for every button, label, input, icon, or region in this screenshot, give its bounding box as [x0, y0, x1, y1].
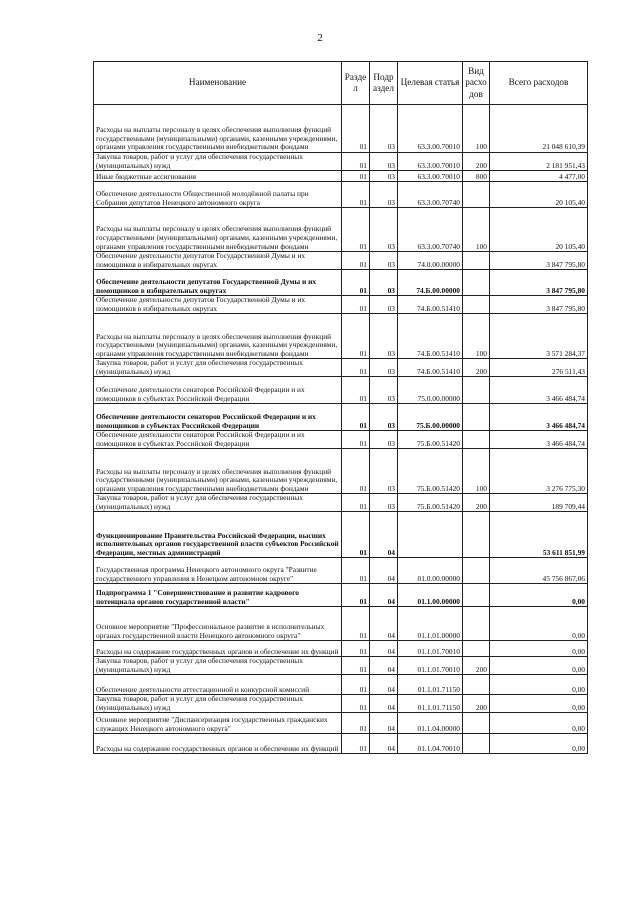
table-row — [94, 296, 588, 314]
cell-razdel: 01 — [342, 404, 370, 431]
cell-vid — [463, 377, 490, 404]
cell-podrazdel: 03 — [370, 494, 398, 512]
cell-total: 0,00 — [490, 607, 588, 641]
cell-total: 3 847 795,80 — [490, 270, 588, 296]
cell-razdel: 01 — [342, 431, 370, 449]
cell-vid — [463, 558, 490, 584]
cell-total: 53 611 851,99 — [490, 512, 588, 558]
cell-total: 20 105,40 — [490, 182, 588, 208]
cell-vid — [463, 713, 490, 734]
table-row — [94, 153, 588, 171]
cell-podrazdel: 03 — [370, 404, 398, 431]
cell-vid: 100 — [463, 314, 490, 359]
table-row — [94, 314, 588, 359]
cell-total: 189 709,44 — [490, 494, 588, 512]
cell-razdel: 01 — [342, 494, 370, 512]
cell-statya: 63.3.00.70740 — [398, 208, 463, 252]
cell-name: Закупка товаров, работ и услуг для обеспечения государственных (муниципальных) нужд — [94, 657, 342, 675]
cell-podrazdel: 04 — [370, 695, 398, 713]
cell-podrazdel: 04 — [370, 558, 398, 584]
cell-name: Обеспечение деятельности сенаторов Российской Федерации и их помощников в субъектах Российской Федерации — [94, 404, 342, 431]
table-row — [94, 558, 588, 584]
table-row — [94, 431, 588, 449]
cell-name: Обеспечение деятельности депутатов Государственной Думы и их помощников в избирательных округах — [94, 252, 342, 270]
cell-name: Обеспечение деятельности сенаторов Российской Федерации и их помощников в субъектах Российской Федерации — [94, 377, 342, 404]
cell-total: 2 181 951,43 — [490, 153, 588, 171]
cell-statya: 75.Б.00.51420 — [398, 449, 463, 494]
cell-podrazdel: 03 — [370, 296, 398, 314]
cell-vid: 800 — [463, 171, 490, 182]
cell-podrazdel: 04 — [370, 584, 398, 607]
cell-vid — [463, 675, 490, 695]
cell-total: 20 105,40 — [490, 208, 588, 252]
cell-podrazdel: 03 — [370, 270, 398, 296]
cell-name: Государственная программа Ненецкого автономного округа "Развитие государственного управления в Ненецком автономном округе" — [94, 558, 342, 584]
cell-podrazdel: 03 — [370, 449, 398, 494]
cell-statya: 74.0.00.00000 — [398, 252, 463, 270]
cell-total: 45 756 867,06 — [490, 558, 588, 584]
header-total: Всего расходов — [490, 62, 588, 105]
cell-name: Закупка товаров, работ и услуг для обеспечения государственных (муниципальных) нужд — [94, 494, 342, 512]
cell-podrazdel: 03 — [370, 431, 398, 449]
cell-statya: 74.Б.00.51410 — [398, 359, 463, 377]
cell-name: Обеспечение деятельности депутатов Государственной Думы и их помощников в избирательных округах — [94, 270, 342, 296]
cell-name: Функционирование Правительства Российской Федерации, высших исполнительных органов государственной власти субъектов Российской Федерации, местных администраций — [94, 512, 342, 558]
table-row — [94, 252, 588, 270]
cell-name: Расходы на выплаты персоналу в целях обеспечения выполнения функций государственными (муниципальными) органами, казенными учреждениями, органами управления государственными внебюджетными фондами — [94, 105, 342, 153]
cell-total: 21 048 610,39 — [490, 105, 588, 153]
cell-vid: 100 — [463, 105, 490, 153]
cell-podrazdel: 03 — [370, 252, 398, 270]
cell-name: Расходы на содержание государственных органов и обеспечение их функций — [94, 641, 342, 657]
cell-podrazdel: 03 — [370, 171, 398, 182]
cell-total: 3 276 775,30 — [490, 449, 588, 494]
table-row — [94, 270, 588, 296]
header-name: Наименование — [94, 62, 342, 105]
cell-podrazdel: 04 — [370, 641, 398, 657]
cell-name: Расходы на содержание государственных органов и обеспечение их функций — [94, 734, 342, 754]
cell-razdel: 01 — [342, 208, 370, 252]
cell-vid: 200 — [463, 657, 490, 675]
header-vid: Вид расхо дов — [463, 62, 490, 105]
cell-podrazdel: 03 — [370, 182, 398, 208]
cell-podrazdel: 03 — [370, 208, 398, 252]
cell-total: 0,00 — [490, 695, 588, 713]
cell-vid — [463, 296, 490, 314]
cell-vid: 200 — [463, 494, 490, 512]
table-row — [94, 182, 588, 208]
cell-podrazdel: 03 — [370, 105, 398, 153]
cell-vid — [463, 607, 490, 641]
cell-name: Основное мероприятие "Профессиональное развитие в исполнительных органах государственной власти Ненецкого автономного округа" — [94, 607, 342, 641]
cell-statya: 01.1.00.00000 — [398, 584, 463, 607]
cell-razdel: 01 — [342, 695, 370, 713]
cell-statya: 74.Б.00.51410 — [398, 296, 463, 314]
cell-name: Закупка товаров, работ и услуг для обеспечения государственных (муниципальных) нужд — [94, 153, 342, 171]
header-razdel: Разде л — [342, 62, 370, 105]
cell-vid — [463, 404, 490, 431]
cell-name: Основное мероприятие "Диспансеризация государственных гражданских служащих Ненецкого автономного округа" — [94, 713, 342, 734]
cell-razdel: 01 — [342, 641, 370, 657]
cell-total: 3 571 284,37 — [490, 314, 588, 359]
cell-statya — [398, 512, 463, 558]
cell-total: 0,00 — [490, 657, 588, 675]
cell-statya: 63.3.00.70010 — [398, 153, 463, 171]
cell-vid — [463, 270, 490, 296]
header-podrazdel: Подр аздел — [370, 62, 398, 105]
cell-vid — [463, 512, 490, 558]
table-row — [94, 607, 588, 641]
cell-razdel: 01 — [342, 296, 370, 314]
table-row — [94, 494, 588, 512]
cell-razdel: 01 — [342, 182, 370, 208]
cell-total: 3 466 484,74 — [490, 431, 588, 449]
cell-total: 0,00 — [490, 675, 588, 695]
table-row — [94, 105, 588, 153]
cell-razdel: 01 — [342, 359, 370, 377]
cell-statya: 75.Б.00.51420 — [398, 431, 463, 449]
cell-statya: 63.3.00.70740 — [398, 182, 463, 208]
cell-podrazdel: 04 — [370, 713, 398, 734]
cell-statya: 01.1.01.70010 — [398, 641, 463, 657]
cell-razdel: 01 — [342, 252, 370, 270]
cell-podrazdel: 03 — [370, 359, 398, 377]
cell-razdel: 01 — [342, 607, 370, 641]
cell-name: Обеспечение деятельности Общественной молодёжной палаты при Собрании депутатов Ненецкого автономного округа — [94, 182, 342, 208]
cell-razdel: 01 — [342, 657, 370, 675]
cell-razdel: 01 — [342, 558, 370, 584]
page-number: 2 — [317, 32, 323, 44]
cell-statya: 01.1.04.00000 — [398, 713, 463, 734]
cell-name: Расходы на выплаты персоналу в целях обеспечения выполнения функций государственными (муниципальными) органами, казенными учреждениями, органами управления государственными внебюджетными фондами — [94, 208, 342, 252]
table-row — [94, 208, 588, 252]
table-row — [94, 675, 588, 695]
table-row — [94, 695, 588, 713]
cell-total: 276 511,43 — [490, 359, 588, 377]
cell-total: 3 847 795,80 — [490, 296, 588, 314]
table-row — [94, 657, 588, 675]
cell-name: Обеспечение деятельности аттестационной и конкурсной комиссий — [94, 675, 342, 695]
table-row — [94, 171, 588, 182]
table-row — [94, 512, 588, 558]
cell-statya: 75.Б.00.51420 — [398, 494, 463, 512]
table-row — [94, 713, 588, 734]
cell-vid — [463, 734, 490, 754]
cell-total: 0,00 — [490, 713, 588, 734]
cell-vid — [463, 182, 490, 208]
cell-name: Обеспечение деятельности сенаторов Российской Федерации и их помощников в субъектах Российской Федерации — [94, 431, 342, 449]
header-statya: Целевая статья — [398, 62, 463, 105]
table-body — [94, 105, 588, 754]
cell-total: 3 466 484,74 — [490, 404, 588, 431]
cell-statya: 75.Б.00.00000 — [398, 404, 463, 431]
cell-razdel: 01 — [342, 314, 370, 359]
cell-statya: 01.1.04.70010 — [398, 734, 463, 754]
cell-total: 3 847 795,80 — [490, 252, 588, 270]
cell-total: 4 477,00 — [490, 171, 588, 182]
cell-name: Расходы на выплаты персоналу в целях обеспечения выполнения функций государственными (муниципальными) органами, казенными учреждениями, органами управления государственными внебюджетными фондами — [94, 449, 342, 494]
cell-podrazdel: 03 — [370, 377, 398, 404]
cell-total: 0,00 — [490, 584, 588, 607]
cell-podrazdel: 04 — [370, 607, 398, 641]
cell-razdel: 01 — [342, 713, 370, 734]
cell-podrazdel: 04 — [370, 512, 398, 558]
cell-total: 0,00 — [490, 734, 588, 754]
cell-statya: 01.1.01.00000 — [398, 607, 463, 641]
cell-podrazdel: 04 — [370, 734, 398, 754]
budget-table — [93, 61, 588, 754]
cell-total: 3 466 484,74 — [490, 377, 588, 404]
cell-statya: 74.Б.00.51410 — [398, 314, 463, 359]
cell-vid — [463, 431, 490, 449]
table-row — [94, 584, 588, 607]
cell-statya: 63.3.00.70010 — [398, 105, 463, 153]
cell-vid: 200 — [463, 153, 490, 171]
cell-razdel: 01 — [342, 512, 370, 558]
cell-razdel: 01 — [342, 153, 370, 171]
cell-name: Иные бюджетные ассигнования — [94, 171, 342, 182]
cell-vid: 100 — [463, 208, 490, 252]
cell-total: 0,00 — [490, 641, 588, 657]
table-row — [94, 449, 588, 494]
cell-vid — [463, 252, 490, 270]
cell-vid: 100 — [463, 449, 490, 494]
cell-name: Закупка товаров, работ и услуг для обеспечения государственных (муниципальных) нужд — [94, 695, 342, 713]
cell-name: Расходы на выплаты персоналу в целях обеспечения выполнения функций государственными (муниципальными) органами, казенными учреждениями, органами управления государственными внебюджетными фондами — [94, 314, 342, 359]
cell-statya: 74.Б.00.00000 — [398, 270, 463, 296]
cell-statya: 75.0.00.00000 — [398, 377, 463, 404]
cell-razdel: 01 — [342, 584, 370, 607]
cell-vid — [463, 584, 490, 607]
cell-name: Подпрограмма 1 "Совершенствование и развитие кадрового потенциала органов государственной власти" — [94, 584, 342, 607]
cell-statya: 63.3.00.70010 — [398, 171, 463, 182]
table-row — [94, 377, 588, 404]
cell-podrazdel: 04 — [370, 675, 398, 695]
cell-name: Закупка товаров, работ и услуг для обеспечения государственных (муниципальных) нужд — [94, 359, 342, 377]
cell-razdel: 01 — [342, 171, 370, 182]
cell-statya: 01.1.01.70010 — [398, 657, 463, 675]
cell-statya: 01.1.01.71150 — [398, 675, 463, 695]
cell-razdel: 01 — [342, 105, 370, 153]
cell-podrazdel: 03 — [370, 314, 398, 359]
cell-vid — [463, 641, 490, 657]
cell-name: Обеспечение деятельности депутатов Государственной Думы и их помощников в избирательных округах — [94, 296, 342, 314]
cell-razdel: 01 — [342, 734, 370, 754]
cell-podrazdel: 03 — [370, 153, 398, 171]
table-header-row — [94, 62, 588, 105]
table-row — [94, 641, 588, 657]
table-row — [94, 359, 588, 377]
cell-statya: 01.1.01.71150 — [398, 695, 463, 713]
cell-vid: 200 — [463, 695, 490, 713]
table-row — [94, 734, 588, 754]
cell-razdel: 01 — [342, 675, 370, 695]
table-row — [94, 404, 588, 431]
cell-razdel: 01 — [342, 270, 370, 296]
cell-razdel: 01 — [342, 377, 370, 404]
cell-podrazdel: 04 — [370, 657, 398, 675]
cell-vid: 200 — [463, 359, 490, 377]
cell-razdel: 01 — [342, 449, 370, 494]
cell-statya: 01.0.00.00000 — [398, 558, 463, 584]
